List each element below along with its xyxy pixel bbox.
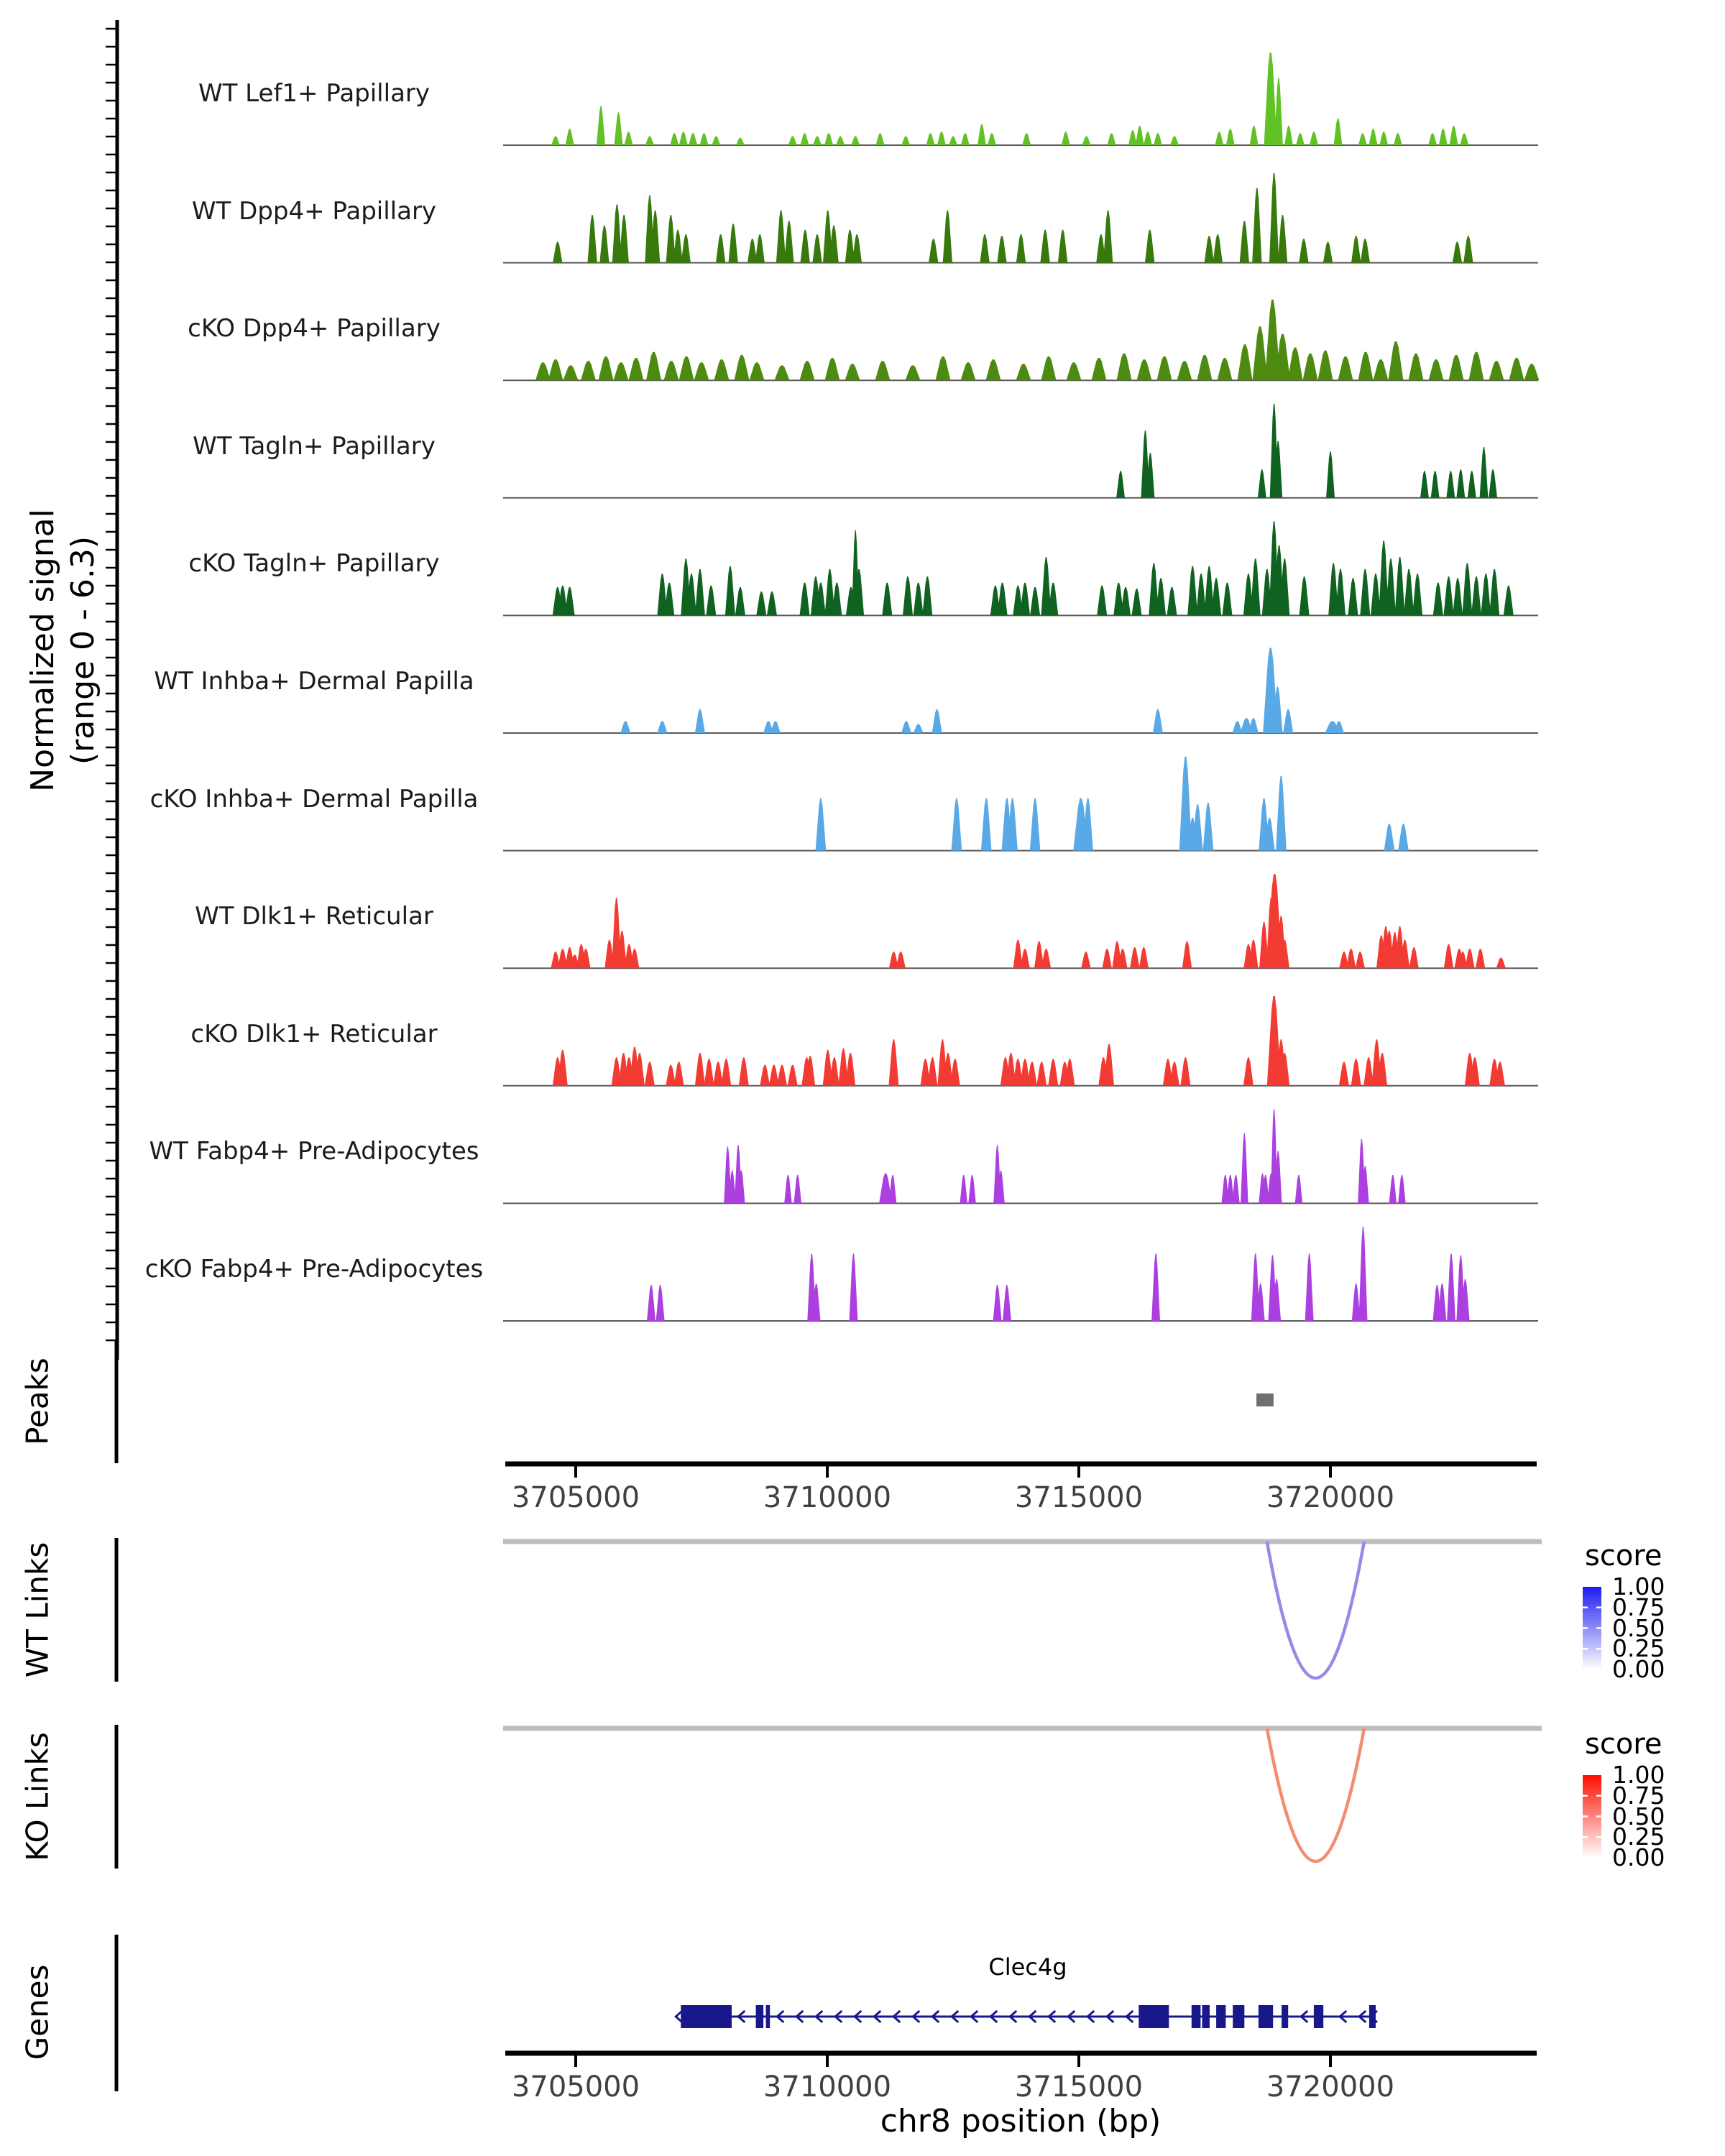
score-legend-value: 0.50 <box>1612 1613 1665 1642</box>
track-label: cKO Dlk1+ Reticular <box>190 1019 438 1049</box>
track-label: WT Lef1+ Papillary <box>198 79 431 108</box>
score-legend-value: 1.00 <box>1612 1572 1665 1600</box>
gene-exon <box>766 2005 770 2028</box>
x-axis-tick-label: 3720000 <box>1266 2070 1395 2104</box>
gene-exon <box>1202 2005 1210 2028</box>
gene-exon <box>1282 2005 1288 2028</box>
gene-exon <box>756 2005 764 2028</box>
score-legend-value: 0.00 <box>1612 1843 1665 1871</box>
score-legend-value: 0.75 <box>1612 1593 1665 1621</box>
coverage-signal-10 <box>724 1109 1405 1203</box>
track-label: WT Dpp4+ Papillary <box>191 196 437 226</box>
y-axis-label-line2: (range 0 - 6.3) <box>65 535 101 765</box>
track-label: WT Tagln+ Papillary <box>193 431 436 461</box>
track-label: cKO Tagln+ Papillary <box>188 549 440 579</box>
x-axis-tick-label: 3715000 <box>1014 2070 1144 2104</box>
gene-exon <box>1314 2005 1323 2028</box>
track-label: cKO Dpp4+ Papillary <box>188 314 441 344</box>
section-label-peaks: Peaks <box>19 1358 55 1445</box>
track-label: WT Fabp4+ Pre-Adipocytes <box>149 1137 479 1166</box>
score-legend-value: 0.25 <box>1612 1823 1665 1851</box>
x-axis-title: chr8 position (bp) <box>880 2103 1162 2139</box>
x-axis-tick-label: 3720000 <box>1266 1481 1395 1514</box>
score-legend-value: 1.00 <box>1612 1761 1665 1789</box>
coverage-signal-2 <box>553 173 1473 263</box>
x-axis-tick-label: 3710000 <box>763 2070 892 2104</box>
track-label: WT Dlk1+ Reticular <box>195 902 433 931</box>
gene-exon <box>1138 2005 1169 2028</box>
wt-link-arc <box>1267 1542 1364 1678</box>
y-axis-label-line1: Normalized signal <box>24 509 61 792</box>
x-axis-tick-label: 3715000 <box>1014 1481 1144 1514</box>
gene-exon <box>681 2005 732 2028</box>
coverage-signal-1 <box>551 52 1468 145</box>
x-axis-tick-label: 3710000 <box>763 1481 892 1514</box>
wt-links-score-title: score <box>1585 1539 1662 1572</box>
track-label: cKO Inhba+ Dermal Papilla <box>150 784 479 814</box>
coverage-signal-6 <box>620 648 1344 734</box>
track-label: WT Inhba+ Dermal Papilla <box>154 667 474 696</box>
section-label-genes: Genes <box>19 1964 55 2060</box>
ko-links-score-title: score <box>1585 1728 1662 1761</box>
score-legend-value: 0.00 <box>1612 1655 1665 1683</box>
gene-exon <box>1216 2005 1225 2028</box>
gene-exon <box>1233 2005 1244 2028</box>
section-label-wt-links: WT Links <box>19 1542 55 1678</box>
coverage-signal-4 <box>1116 404 1497 498</box>
ko-link-arc <box>1267 1728 1364 1861</box>
gene-exon <box>1259 2005 1273 2028</box>
score-legend-value: 0.25 <box>1612 1634 1665 1663</box>
coverage-signal-8 <box>551 874 1506 968</box>
peak-interval-box <box>1256 1393 1274 1406</box>
coverage-signal-9 <box>553 996 1505 1086</box>
track-label: cKO Fabp4+ Pre-Adipocytes <box>144 1255 484 1284</box>
score-legend-value: 0.75 <box>1612 1781 1665 1810</box>
section-label-ko-links: KO Links <box>19 1732 55 1861</box>
coverage-signal-3 <box>535 300 1540 380</box>
gene-exon <box>1192 2005 1201 2028</box>
score-legend-value: 0.50 <box>1612 1802 1665 1830</box>
coverage-signal-11 <box>647 1227 1470 1321</box>
coverage-signal-5 <box>553 521 1514 615</box>
x-axis-tick-label: 3705000 <box>511 1481 640 1514</box>
x-axis-tick-label: 3705000 <box>511 2070 640 2104</box>
gene-name-label: Clec4g <box>988 1953 1067 1981</box>
coverage-signal-7 <box>816 757 1409 851</box>
